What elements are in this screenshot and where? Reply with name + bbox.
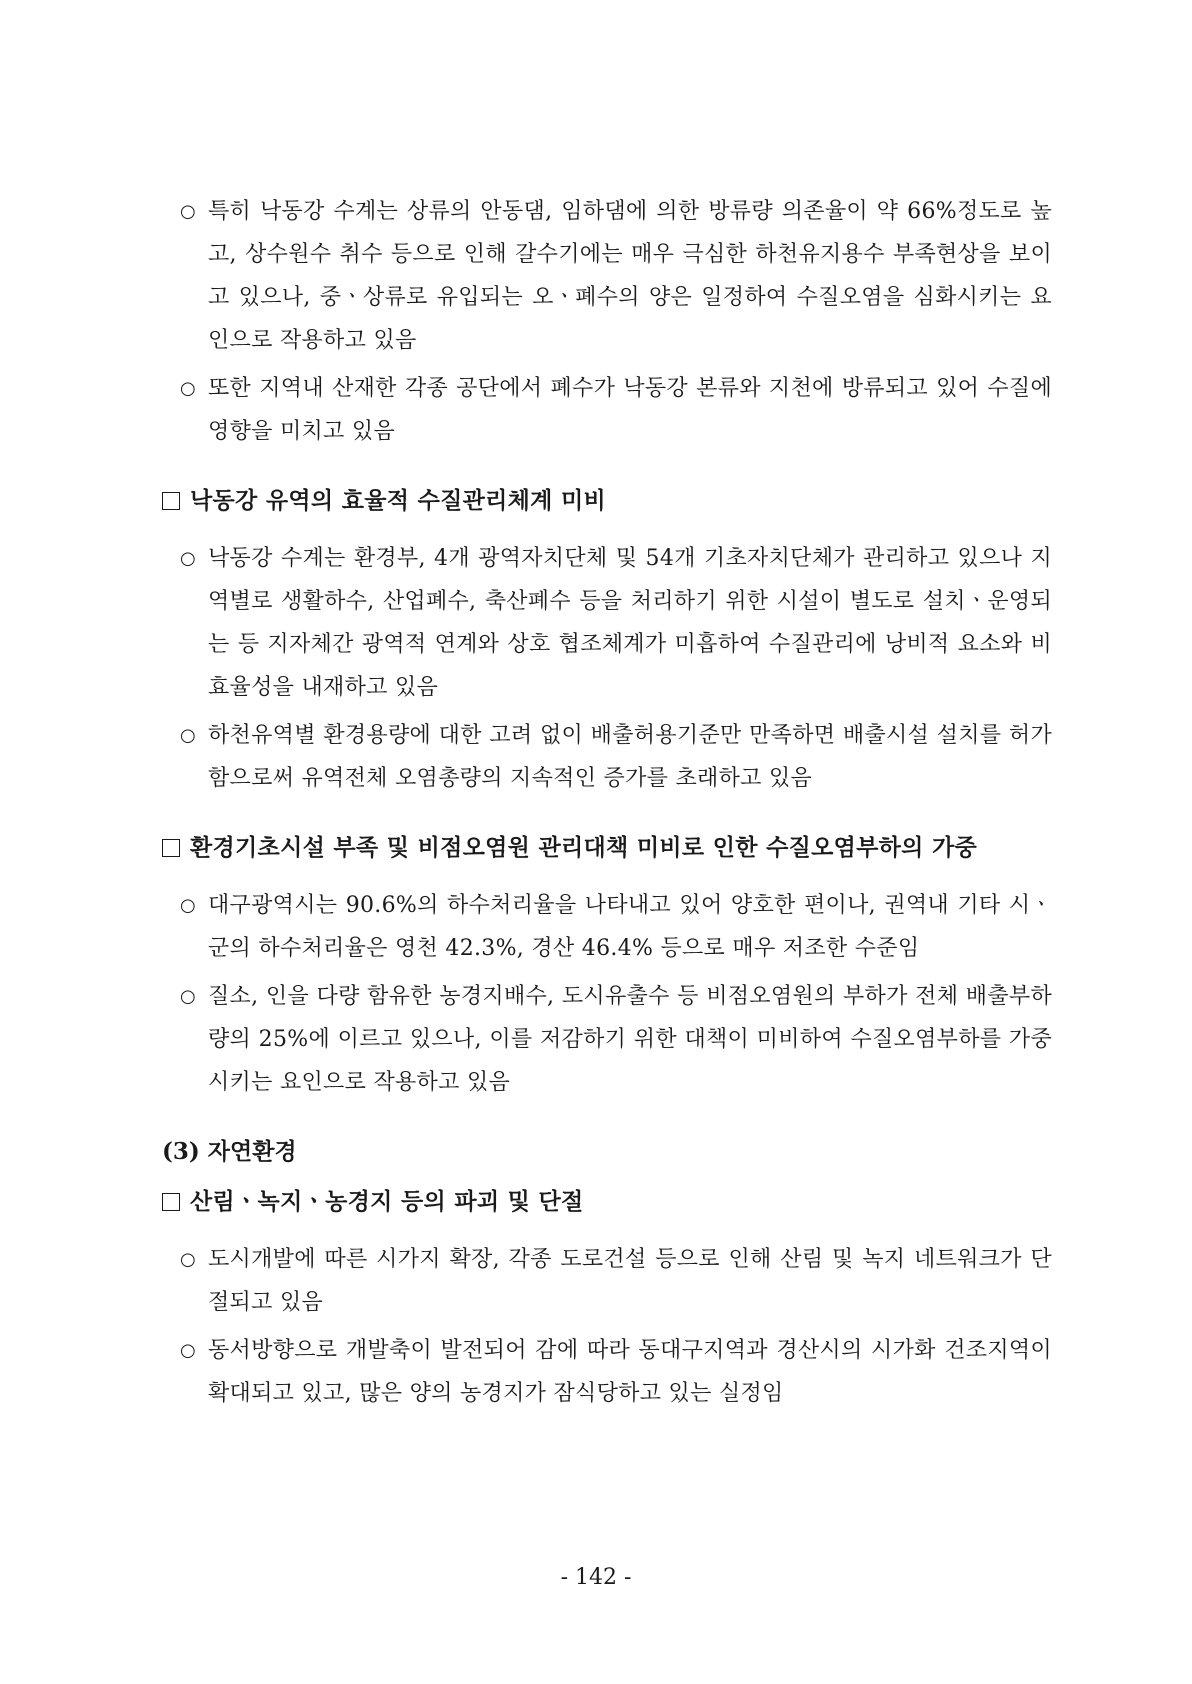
section-heading [162,481,1052,521]
bullet-item [162,714,1052,800]
section-heading [162,1182,1052,1222]
circle-bullet-icon: ○ [180,1340,197,1361]
bullet-text: 특히 낙동강 수계는 상류의 안동댐, 임하댐에 의한 방류량 의존율이 약 66%정도로 높고, 상수원수 취수 등으로 인해 갈수기에는 매우 극심한 하천유지용수 부족현상을 보이고 있으나, 중ㆍ상류로 유입되는 오ㆍ폐수의 양은 일정하여 수질오염을 심화시키는 요인으로 작용하고 있음 [208,199,1052,353]
square-box-icon [162,839,180,857]
circle-bullet-icon: ○ [180,378,197,399]
bullet-text: 하천유역별 환경용량에 대한 고려 없이 배출허용기준만 만족하면 배출시설 설치를 허가함으로써 유역전체 오염총량의 지속적인 증가를 초래하고 있음 [208,723,1052,791]
circle-bullet-icon: ○ [180,201,197,222]
bullet-text: 도시개발에 따른 시가지 확장, 각종 도로건설 등으로 인해 산림 및 녹지 네트워크가 단절되고 있음 [208,1247,1052,1315]
square-box-icon [162,492,180,510]
bullet-item [162,190,1052,362]
circle-bullet-icon: ○ [180,895,197,916]
bullet-item [162,1329,1052,1415]
page-number: - 142 - [560,1565,632,1590]
circle-bullet-icon: ○ [180,1249,197,1270]
bullet-item [162,884,1052,970]
bullet-item [162,367,1052,453]
heading-text: 환경기초시설 부족 및 비점오염원 관리대책 미비로 인한 수질오염부하의 가중 [190,834,978,861]
bullet-text: 낙동강 수계는 환경부, 4개 광역자치단체 및 54개 기초자치단체가 관리하고 있으나 지역별로 생활하수, 산업폐수, 축산폐수 등을 처리하기 위한 시설이 별도로 설치ㆍ운영되는 등 지자체간 광역적 연계와 상호 협조체계가 미흡하여 수질관리에 낭비적 요소와 비효율성을 내재하고 있음 [208,546,1053,700]
bullet-item [162,975,1052,1104]
bullet-text: 또한 지역내 산재한 각종 공단에서 폐수가 낙동강 본류와 지천에 방류되고 있어 수질에 영향을 미치고 있음 [208,376,1052,444]
square-box-icon [162,1193,180,1211]
circle-bullet-icon: ○ [180,725,197,746]
bullet-text: 동서방향으로 개발축이 발전되어 감에 따라 동대구지역과 경산시의 시가화 건조지역이 확대되고 있고, 많은 양의 농경지가 잠식당하고 있는 실정임 [208,1338,1052,1406]
document-body [162,190,1052,1420]
heading-text: 낙동강 유역의 효율적 수질관리체계 미비 [190,487,607,514]
bullet-item [162,537,1052,709]
section-heading [162,828,1052,868]
circle-bullet-icon: ○ [180,986,197,1007]
subsection-title: (3) 자연환경 [162,1138,297,1165]
bullet-text: 질소, 인을 다량 함유한 농경지배수, 도시유출수 등 비점오염원의 부하가 전체 배출부하량의 25%에 이르고 있으나, 이를 저감하기 위한 대책이 미비하여 수질오염부하를 가중시키는 요인으로 작용하고 있음 [208,984,1052,1095]
heading-text: 산림ㆍ녹지ㆍ농경지 등의 파괴 및 단절 [190,1188,584,1215]
circle-bullet-icon: ○ [180,548,197,569]
bullet-text: 대구광역시는 90.6%의 하수처리율을 나타내고 있어 양호한 편이나, 권역내 기타 시ㆍ군의 하수처리율은 영천 42.3%, 경산 46.4% 등으로 매우 저조한 수준임 [208,893,1052,961]
bullet-item [162,1238,1052,1324]
